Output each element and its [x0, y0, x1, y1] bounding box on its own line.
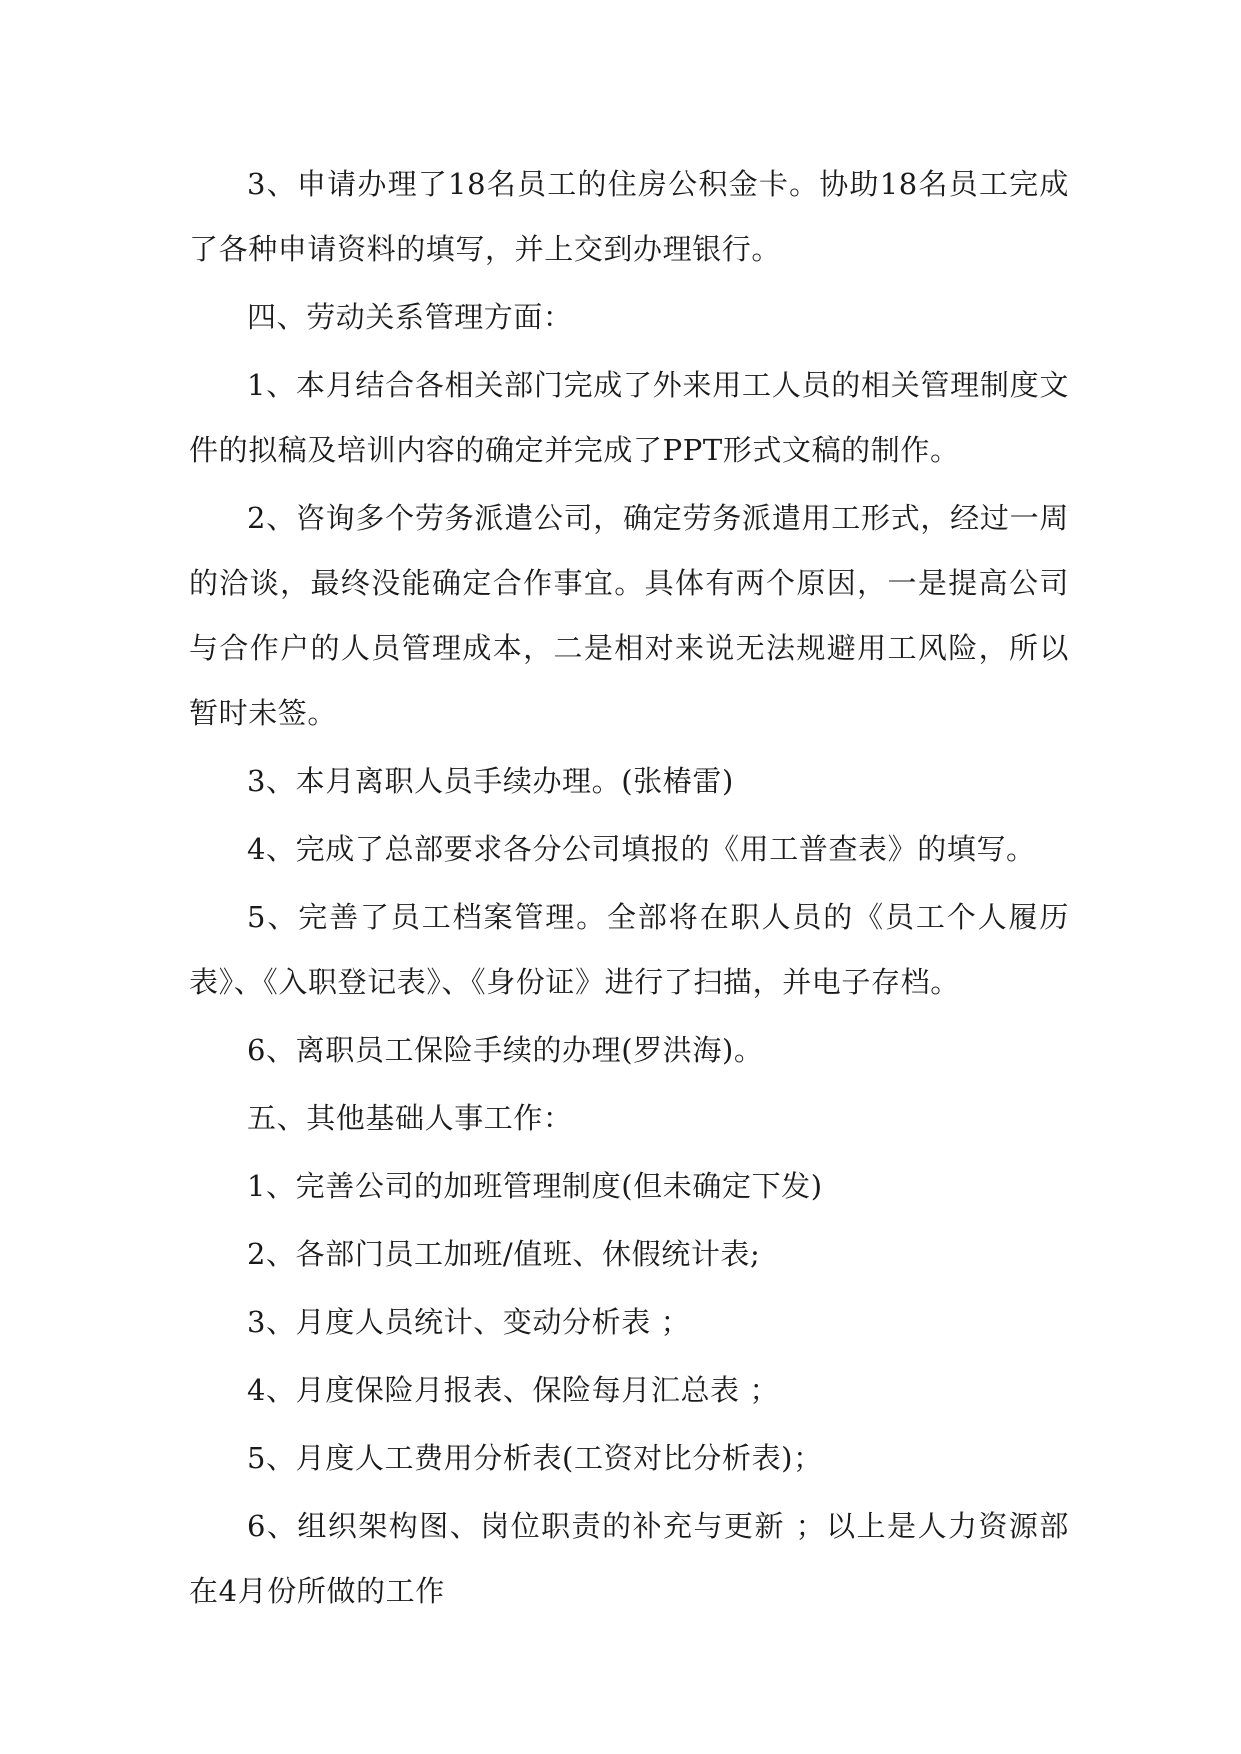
paragraph-overtime-statistics: 2、各部门员工加班/值班、休假统计表;	[247, 1237, 761, 1271]
paragraph-insurance-reports: 4、月度保险月报表、保险每月汇总表 ；	[247, 1373, 780, 1407]
paragraph-external-labor-policy: 1、本月结合各相关部门完成了外来用工人员的相关管理制度文件的拟稿及培训内容的确定并完成了PPT形式文稿的制作。	[189, 368, 1069, 467]
document-body	[189, 152, 1069, 1627]
paragraph-housing-fund: 3、申请办理了18名员工的住房公积金卡。协助18名员工完成了各种申请资料的填写，并上交到办理银行。	[189, 167, 1069, 266]
paragraph-employee-archives: 5、完善了员工档案管理。全部将在职人员的《员工个人履历表》、《入职登记表》、《身份证》进行了扫描，并电子存档。	[189, 900, 1069, 999]
paragraph-org-chart-update: 6、组织架构图、岗位职责的补充与更新 ；以上是人力资源部在4月份所做的工作	[189, 1509, 1069, 1608]
paragraph-overtime-policy: 1、完善公司的加班管理制度(但未确定下发)	[247, 1169, 823, 1203]
paragraph-labor-cost-analysis: 5、月度人工费用分析表(工资对比分析表)；	[247, 1441, 823, 1475]
paragraph-resignation-procedures: 3、本月离职人员手续办理。(张椿雷)	[247, 764, 734, 798]
paragraph-labor-dispatch: 2、咨询多个劳务派遣公司，确定劳务派遣用工形式，经过一周的洽谈，最终没能确定合作事宜。具体有两个原因，一是提高公司与合作户的人员管理成本，二是相对来说无法规避用工风险，所以暂时未签。	[189, 501, 1069, 730]
section-heading-other-hr-work: 五、其他基础人事工作：	[247, 1101, 573, 1135]
paragraph-staff-statistics: 3、月度人员统计、变动分析表 ；	[247, 1305, 691, 1339]
section-heading-labor-relations: 四、劳动关系管理方面：	[247, 300, 573, 334]
paragraph-employment-survey: 4、完成了总部要求各分公司填报的《用工普查表》的填写。	[247, 832, 1036, 866]
paragraph-insurance-procedures: 6、离职员工保险手续的办理(罗洪海)。	[247, 1033, 764, 1067]
